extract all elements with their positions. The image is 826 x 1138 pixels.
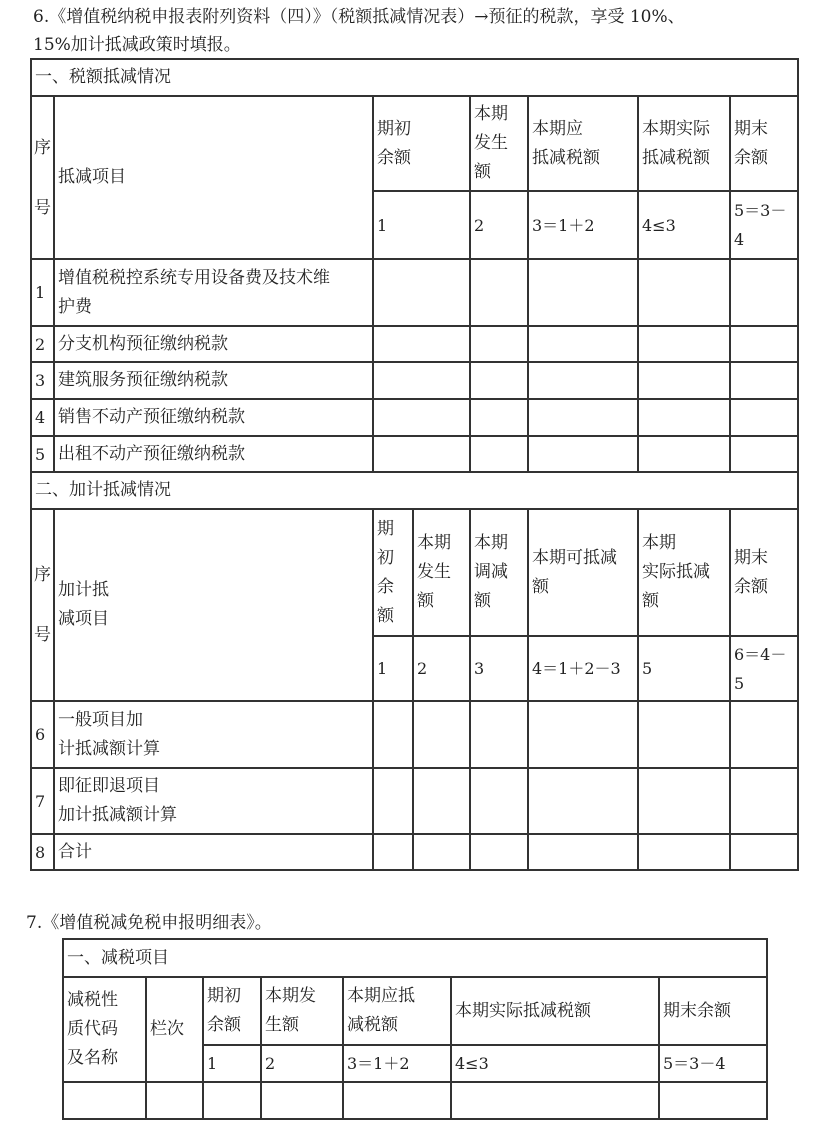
seq-header: 序 号 <box>31 96 54 259</box>
table-cell[interactable] <box>373 436 470 472</box>
table-cell[interactable] <box>659 1082 767 1119</box>
t2-code-2: 2 <box>261 1045 343 1082</box>
col-code-4: 4≤3 <box>638 191 730 259</box>
table-cell[interactable] <box>730 436 798 472</box>
lanci-header: 栏次 <box>146 977 203 1082</box>
row-item: 出租不动产预征缴纳税款 <box>54 436 373 472</box>
row-seq: 1 <box>31 259 54 326</box>
t2-header-deductible: 本期应抵 减税额 <box>343 977 451 1045</box>
table-cell[interactable] <box>343 1082 451 1119</box>
table-row <box>31 768 798 834</box>
table-cell[interactable] <box>373 701 413 768</box>
table-row <box>31 701 798 768</box>
table-row <box>63 1082 767 1119</box>
table-cell[interactable] <box>528 436 638 472</box>
col2-header-current: 本期 发生 额 <box>413 509 470 636</box>
row-item: 即征即退项目 加计抵减额计算 <box>54 768 373 834</box>
table-cell[interactable] <box>261 1082 343 1119</box>
row-seq: 6 <box>31 701 54 768</box>
row-item: 分支机构预征缴纳税款 <box>54 326 373 362</box>
col2-header-actual: 本期 实际抵减 额 <box>638 509 730 636</box>
col2-code-1: 1 <box>373 636 413 701</box>
table-cell[interactable] <box>413 701 470 768</box>
col-header-deductible: 本期应 抵减税额 <box>528 96 638 191</box>
table-cell[interactable] <box>528 768 638 834</box>
table-cell[interactable] <box>63 1082 146 1119</box>
table-cell[interactable] <box>470 399 528 436</box>
col2-code-3: 3 <box>470 636 528 701</box>
col-header-closing: 期末 余额 <box>730 96 798 191</box>
table-row <box>31 834 798 870</box>
table-cell[interactable] <box>730 834 798 870</box>
t2-code-1: 1 <box>203 1045 261 1082</box>
table-cell[interactable] <box>451 1082 659 1119</box>
col2-header-opening: 期 初 余 额 <box>373 509 413 636</box>
row-item: 合计 <box>54 834 373 870</box>
table-row <box>31 259 798 326</box>
table-cell[interactable] <box>373 326 470 362</box>
col2-code-6: 6＝4－ 5 <box>730 636 798 701</box>
table-cell[interactable] <box>638 326 730 362</box>
table-cell[interactable] <box>730 701 798 768</box>
table-row <box>31 436 798 472</box>
table-cell[interactable] <box>730 399 798 436</box>
table-cell[interactable] <box>638 701 730 768</box>
seq-header-2: 序 号 <box>31 509 54 701</box>
table-cell[interactable] <box>373 362 470 399</box>
col-code-1: 1 <box>373 191 470 259</box>
row-seq: 7 <box>31 768 54 834</box>
row-item: 一般项目加 计抵减额计算 <box>54 701 373 768</box>
row-seq: 4 <box>31 399 54 436</box>
table-cell[interactable] <box>730 362 798 399</box>
table-cell[interactable] <box>638 436 730 472</box>
row-seq: 2 <box>31 326 54 362</box>
item-header: 抵减项目 <box>54 96 373 259</box>
section-1-title: 一、税额抵减情况 <box>31 59 798 96</box>
table-cell[interactable] <box>638 834 730 870</box>
table-cell[interactable] <box>528 326 638 362</box>
t2-code-5: 5＝3－4 <box>659 1045 767 1082</box>
code-name-header: 减税性 质代码 及名称 <box>63 977 146 1082</box>
col-code-5: 5＝3－ 4 <box>730 191 798 259</box>
table-cell[interactable] <box>638 259 730 326</box>
table-cell[interactable] <box>730 259 798 326</box>
row-seq: 3 <box>31 362 54 399</box>
col2-header-closing: 期末 余额 <box>730 509 798 636</box>
table-cell[interactable] <box>638 399 730 436</box>
row-seq: 5 <box>31 436 54 472</box>
t2-code-3: 3＝1＋2 <box>343 1045 451 1082</box>
col2-code-4: 4＝1＋2－3 <box>528 636 638 701</box>
table-cell[interactable] <box>470 259 528 326</box>
table-cell[interactable] <box>730 768 798 834</box>
col2-code-5: 5 <box>638 636 730 701</box>
col-header-opening: 期初 余额 <box>373 96 470 191</box>
row-seq: 8 <box>31 834 54 870</box>
table-cell[interactable] <box>413 834 470 870</box>
col-code-3: 3＝1＋2 <box>528 191 638 259</box>
table-cell[interactable] <box>373 768 413 834</box>
table-cell[interactable] <box>730 326 798 362</box>
col2-header-deductible: 本期可抵减 额 <box>528 509 638 636</box>
table-row <box>31 326 798 362</box>
table-cell[interactable] <box>373 399 470 436</box>
table-cell[interactable] <box>528 701 638 768</box>
heading-6-line1: 6.《增值税纳税申报表附列资料（四）》（税额抵减情况表）→预征的税款，享受 10%、 <box>33 7 685 27</box>
table-cell[interactable] <box>528 834 638 870</box>
heading-6-line2: 15%加计抵减政策时填报。 <box>33 35 241 55</box>
row-item: 销售不动产预征缴纳税款 <box>54 399 373 436</box>
table-cell[interactable] <box>638 768 730 834</box>
col-code-2: 2 <box>470 191 528 259</box>
table-row <box>31 399 798 436</box>
t2-header-closing: 期末余额 <box>659 977 767 1045</box>
table-cell[interactable] <box>528 259 638 326</box>
t2-header-actual: 本期实际抵减税额 <box>451 977 659 1045</box>
tax-deduction-table <box>30 58 799 871</box>
table-cell[interactable] <box>373 259 470 326</box>
t2-header-opening: 期初 余额 <box>203 977 261 1045</box>
heading-7: 7.《增值税减免税申报明细表》。 <box>26 913 272 933</box>
section-2-title: 二、加计抵减情况 <box>31 472 798 509</box>
table-cell[interactable] <box>146 1082 203 1119</box>
table-cell[interactable] <box>470 362 528 399</box>
table-cell[interactable] <box>528 362 638 399</box>
table-cell[interactable] <box>203 1082 261 1119</box>
col2-code-2: 2 <box>413 636 470 701</box>
table-row <box>31 362 798 399</box>
table-cell[interactable] <box>373 834 413 870</box>
col-header-current: 本期 发生 额 <box>470 96 528 191</box>
t2-header-current: 本期发 生额 <box>261 977 343 1045</box>
table-cell[interactable] <box>638 362 730 399</box>
t2-code-4: 4≤3 <box>451 1045 659 1082</box>
tax-reduction-table <box>62 938 768 1120</box>
reduction-section-title: 一、减税项目 <box>63 939 767 977</box>
table-cell[interactable] <box>470 436 528 472</box>
row-item: 增值税税控系统专用设备费及技术维 护费 <box>54 259 373 326</box>
table-cell[interactable] <box>470 326 528 362</box>
table-cell[interactable] <box>470 834 528 870</box>
table-cell[interactable] <box>470 768 528 834</box>
table-cell[interactable] <box>528 399 638 436</box>
table-cell[interactable] <box>470 701 528 768</box>
row-item: 建筑服务预征缴纳税款 <box>54 362 373 399</box>
table-cell[interactable] <box>413 768 470 834</box>
col2-header-adjust: 本期 调减 额 <box>470 509 528 636</box>
item-header-2: 加计抵 减项目 <box>54 509 373 701</box>
col-header-actual: 本期实际 抵减税额 <box>638 96 730 191</box>
